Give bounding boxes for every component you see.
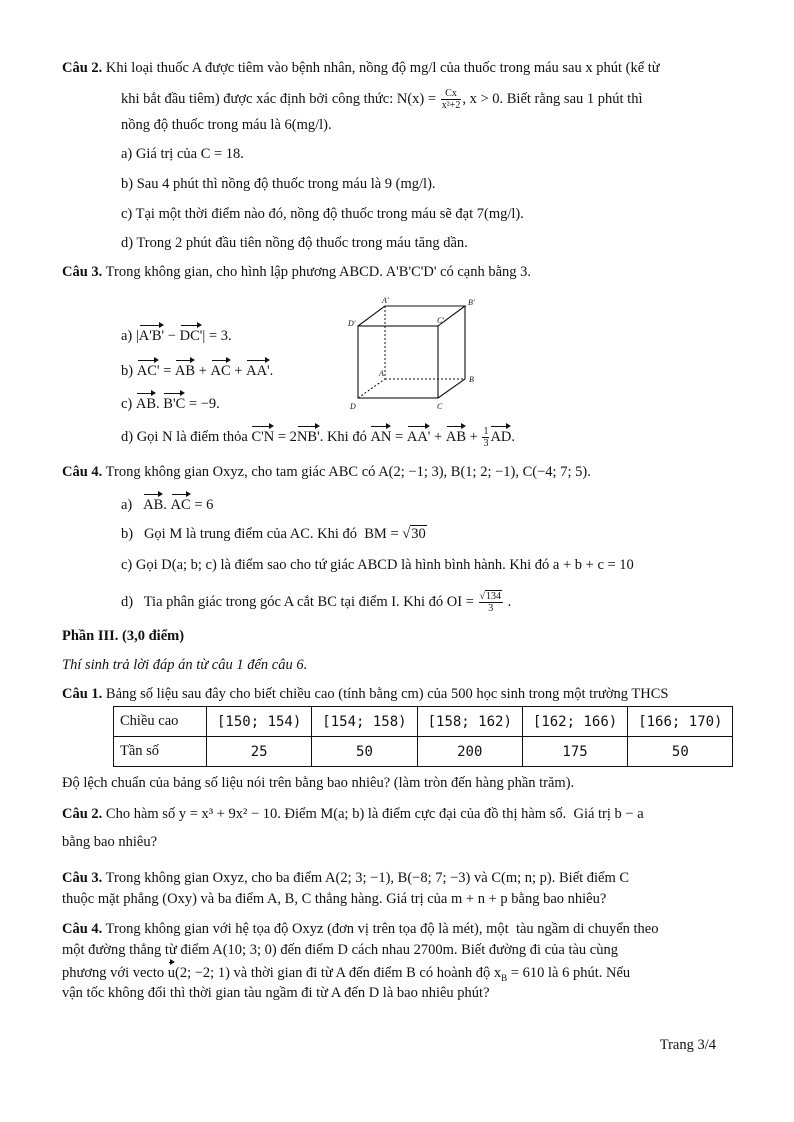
q3-b-eq: = (159, 363, 175, 379)
p3q4-text-3a: phương với vecto (62, 965, 168, 981)
q2-option-d: d) Trong 2 phút đầu tiên nồng độ thuốc trong máu tăng dần. (121, 235, 468, 251)
q4-b-radicand: 30 (411, 526, 426, 542)
cube-label-d1: D' (348, 319, 356, 328)
q4-d-end: . (507, 593, 512, 610)
q2-intro-3: nồng độ thuốc trong máu là 6(mg/l). (121, 117, 332, 133)
cube-hidden-da (358, 379, 385, 398)
p3q2-text-1: Cho hàm số y = x³ + 9x² − 10. Điểm M(a; b) là điểm cực đại của đồ thị hàm số. Giá trị b − a (105, 806, 644, 822)
q4-d-frac-num (479, 591, 504, 603)
q3-d-eq2: = (391, 429, 407, 445)
q4-option-a (121, 493, 213, 515)
q3-d-p2: + (466, 429, 482, 445)
vector-nb1: NB' (297, 425, 320, 447)
q3-c-dot: . (156, 396, 164, 412)
cube-top-face (358, 306, 465, 326)
q2-intro-1: Khi loại thuốc A được tiêm vào bệnh nhân, nồng độ mg/l của thuốc trong máu sau x phút (kể từ (105, 60, 660, 76)
cube-figure (340, 296, 490, 416)
q4-d-radicand: 134 (486, 591, 502, 602)
page-number: Trang 3/4 (659, 1037, 716, 1053)
vector-c1n: C'N (251, 425, 274, 447)
p3q1-question: Độ lệch chuẩn của bảng số liệu nói trên bằng bao nhiêu? (làm tròn đến hàng phần trăm). (62, 775, 575, 791)
q3-a-mid: − (164, 328, 180, 344)
part3-title: Phần III. (3,0 điểm) (62, 628, 185, 644)
p3q4-text-3c: = 610 là 6 phút. Nếu (507, 965, 631, 981)
q4-a-prefix: a) (121, 497, 144, 513)
cube-label-d: D (350, 402, 356, 411)
cube-label-b1: B' (468, 298, 475, 307)
vector-ac1: AC' (137, 359, 160, 381)
table-cell-freq: 200 (417, 737, 522, 767)
p3q2-label: Câu 2. (62, 806, 103, 822)
q4-line-1 (62, 462, 591, 482)
q2-option-c: c) Tại một thời điểm nào đó, nồng độ thuốc trong máu sẽ đạt 7(mg/l). (121, 206, 524, 222)
q2-line-1 (62, 58, 660, 78)
vector-an: AN (370, 425, 391, 447)
q3-b-prefix: b) (121, 363, 137, 379)
p3q3-line-1 (62, 868, 629, 888)
q3-d-eq: = 2 (274, 429, 297, 445)
q3-a-suffix: | = 3. (202, 328, 232, 344)
q2-formula-fraction (441, 88, 462, 111)
q3-d-frac-den: 3 (483, 438, 489, 450)
q3-label: Câu 3. (62, 264, 103, 280)
vector-u: u (168, 961, 175, 983)
vector-aa1: AA' (246, 359, 270, 381)
q3-d-p1: + (430, 429, 446, 445)
table-cell-class: [150; 154) (207, 707, 312, 737)
q3-option-c (121, 392, 220, 414)
vector-ab-d: AB (446, 425, 466, 447)
q4-intro: Trong không gian Oxyz, cho tam giác ABC có A(2; −1; 3), B(1; 2; −1), C(−4; 7; 5). (105, 464, 591, 480)
p3q4-text-1: Trong không gian với hệ tọa độ Oxyz (đơn vị trên tọa độ là mét), một tàu ngầm di chuyển theo (105, 921, 659, 937)
vector-ab-c: AB (136, 392, 156, 414)
p3q3-label: Câu 3. (62, 870, 103, 886)
q3-b-plus2: + (230, 363, 247, 379)
cube-label-c1: C' (437, 316, 445, 325)
vector-b1c: B'C (163, 392, 185, 414)
table-row-classes (114, 707, 733, 737)
q4-option-d (121, 591, 511, 614)
table-cell-freq: 50 (628, 737, 733, 767)
q3-c-end: = −9. (185, 396, 220, 412)
q4-d-fraction (479, 591, 504, 614)
q2-option-a: a) Giá trị của C = 18. (121, 146, 244, 162)
table-cell-freq: 50 (312, 737, 417, 767)
vector-dc1: DC' (180, 324, 203, 346)
q3-line-1 (62, 262, 531, 282)
cube-label-b: B (469, 375, 474, 384)
q3-a-prefix: a) | (121, 328, 139, 344)
vector-aa1-d: AA' (407, 425, 431, 447)
q4-b-text: b) Gọi M là trung điểm của AC. Khi đó BM = √ (121, 526, 411, 542)
p3q1-label: Câu 1. (62, 686, 103, 702)
q4-a-end: = 6 (190, 497, 214, 513)
q3-option-d (121, 425, 515, 449)
cube-label-a: A (379, 369, 384, 378)
table-row-frequency (114, 737, 733, 767)
q3-d-frac-num: 1 (483, 426, 489, 438)
table-cell-freq: 175 (522, 737, 627, 767)
table-cell-class: [154; 158) (312, 707, 417, 737)
p3q4-text-3b: (2; −2; 1) và thời gian đi từ A đến điểm B có hoành độ x (175, 965, 502, 981)
p3q1-line-1 (62, 684, 668, 704)
vector-ad: AD (490, 425, 511, 447)
q4-label: Câu 4. (62, 464, 103, 480)
q4-d-sqrt-sign: √ (479, 591, 486, 602)
part3-instruction: Thí sinh trả lời đáp án từ câu 1 đến câu 6. (62, 657, 308, 673)
p3q2-text-2: bằng bao nhiêu? (62, 834, 158, 850)
q4-d-text: d) Tia phân giác trong góc A cắt BC tại điểm I. Khi đó OI = (121, 593, 474, 610)
q4-option-c: c) Gọi D(a; b; c) là điểm sao cho tứ giác ABCD là hình bình hành. Khi đó a + b + c = 10 (121, 557, 634, 573)
table-cell-class: [162; 166) (522, 707, 627, 737)
vector-a1b1: A'B' (139, 324, 164, 346)
q2-option-b: b) Sau 4 phút thì nồng độ thuốc trong máu là 9 (mg/l). (121, 176, 436, 192)
vector-ac: AC (211, 359, 231, 381)
q4-a-dot: . (163, 497, 171, 513)
q3-option-b (121, 359, 273, 381)
p3q2-line-1 (62, 804, 644, 824)
q2-line-2 (121, 88, 642, 111)
cube-label-c: C (437, 402, 443, 411)
p3q4-text-2: một đường thẳng từ điểm A(10; 3; 0) đến điểm D cách nhau 2700m. Biết đường đi của tàu cùng (62, 942, 618, 958)
p3q3-text-2: thuộc mặt phẳng (Oxy) và ba điểm A, B, C thẳng hàng. Giá trị của m + n + p bằng bao nhiêu? (62, 891, 607, 907)
q4-d-frac-den: 3 (488, 603, 494, 614)
p3q4-label: Câu 4. (62, 921, 103, 937)
table-header-frequency: Tần số (114, 737, 207, 767)
q2-frac-num: Cx (441, 88, 462, 100)
vector-ab: AB (175, 359, 195, 381)
vector-ac-q4: AC (171, 493, 191, 515)
cube-edge-cb (438, 379, 465, 398)
vector-ab-q4: AB (143, 493, 163, 515)
q4-option-b (121, 524, 427, 544)
q3-b-plus1: + (195, 363, 211, 379)
q3-d-prefix: d) Gọi N là điểm thỏa (121, 429, 252, 445)
cube-front-face (358, 326, 438, 398)
q3-d-fraction (482, 426, 489, 449)
q2-label: Câu 2. (62, 60, 103, 76)
p3q1-intro: Bảng số liệu sau đây cho biết chiều cao (tính bằng cm) của 500 học sinh trong một trường THCS (105, 686, 669, 702)
table-cell-class: [158; 162) (417, 707, 522, 737)
p3q4-text-4: vận tốc không đổi thì thời gian tàu ngầm đi từ A đến D là bao nhiêu phút? (62, 985, 490, 1001)
q2-frac-den: x²+2 (441, 100, 461, 111)
frequency-table (113, 706, 733, 767)
q3-intro: Trong không gian, cho hình lập phương ABCD. A'B'C'D' có cạnh bằng 3. (105, 264, 532, 280)
p3q4-line-1 (62, 919, 658, 939)
q3-d-end: . (511, 429, 516, 445)
table-header-height: Chiều cao (114, 707, 207, 737)
p3q4-subscript-b: B (501, 972, 508, 983)
q3-c-prefix: c) (121, 396, 136, 412)
q2-intro-2a: khi bắt đầu tiêm) được xác định bởi công thức: N(x) = (121, 90, 437, 107)
table-cell-freq: 25 (207, 737, 312, 767)
q3-b-end: . (269, 363, 274, 379)
q2-intro-2b: , x > 0. Biết rằng sau 1 phút thì (462, 90, 643, 107)
table-cell-class: [166; 170) (628, 707, 733, 737)
p3q3-text-1: Trong không gian Oxyz, cho ba điểm A(2; 3; −1), B(−8; 7; −3) và C(m; n; p). Biết điểm C (105, 870, 630, 886)
q3-option-a (121, 324, 232, 346)
q3-d-mid: . Khi đó (319, 429, 371, 445)
cube-label-a1: A' (382, 296, 389, 305)
